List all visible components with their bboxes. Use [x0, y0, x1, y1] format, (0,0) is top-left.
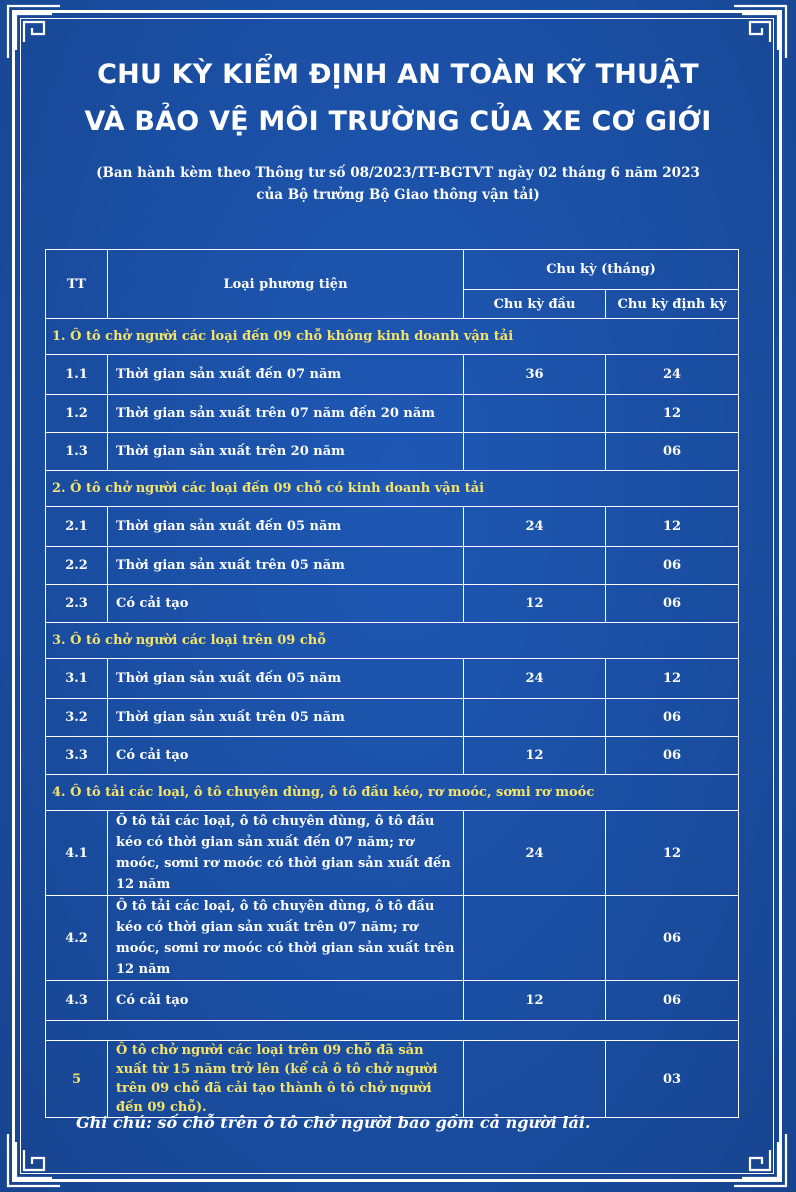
cell-tt: 5 — [46, 1041, 108, 1118]
group-row — [46, 319, 739, 355]
subtitle-line1: (Ban hành kèm theo Thông tư số 08/2023/TT-BGTVT ngày 02 tháng 6 năm 2023 — [96, 165, 700, 181]
cell-first — [464, 1041, 606, 1118]
header-vehicle-type: Loại phương tiện — [108, 250, 464, 319]
cell-periodic: 06 — [606, 585, 739, 623]
cell-tt: 3.1 — [46, 659, 108, 699]
header-periodic-cycle: Chu kỳ định kỳ — [606, 290, 739, 319]
cell-type: Thời gian sản xuất đến 05 năm — [108, 507, 464, 547]
cell-periodic: 06 — [606, 547, 739, 585]
cell-tt: 4.2 — [46, 896, 108, 981]
cell-first — [464, 433, 606, 471]
cell-first — [464, 547, 606, 585]
cell-tt: 2.1 — [46, 507, 108, 547]
cell-first: 24 — [464, 811, 606, 896]
cell-first: 12 — [464, 737, 606, 775]
table-row — [46, 395, 739, 433]
cell-periodic: 06 — [606, 896, 739, 981]
cell-first: 12 — [464, 981, 606, 1021]
header-first-cycle: Chu kỳ đầu — [464, 290, 606, 319]
cell-first: 24 — [464, 507, 606, 547]
cell-first — [464, 395, 606, 433]
cell-periodic: 12 — [606, 395, 739, 433]
cell-type: Có cải tạo — [108, 737, 464, 775]
cell-type: Có cải tạo — [108, 585, 464, 623]
cell-type: Thời gian sản xuất trên 20 năm — [108, 433, 464, 471]
cell-first — [464, 699, 606, 737]
table-row — [46, 547, 739, 585]
cell-first: 24 — [464, 659, 606, 699]
page-title-line1: CHU KỲ KIỂM ĐỊNH AN TOÀN KỸ THUẬT — [97, 59, 699, 90]
group-row — [46, 623, 739, 659]
cell-type: Ô tô chở người các loại trên 09 chỗ đã sản xuất từ 15 năm trở lên (kể cả ô tô chở người trên 09 chỗ đã cải tạo thành ô tô chở người đến 09 chỗ). — [108, 1041, 464, 1118]
table-row — [46, 585, 739, 623]
table-row — [46, 433, 739, 471]
cell-first — [464, 896, 606, 981]
cell-type: Có cải tạo — [108, 981, 464, 1021]
table-row — [46, 737, 739, 775]
cell-tt: 2.2 — [46, 547, 108, 585]
cell-tt: 4.3 — [46, 981, 108, 1021]
cell-type: Thời gian sản xuất trên 05 năm — [108, 699, 464, 737]
cell-tt: 2.3 — [46, 585, 108, 623]
group-row — [46, 471, 739, 507]
cell-type: Thời gian sản xuất đến 05 năm — [108, 659, 464, 699]
cell-periodic: 06 — [606, 433, 739, 471]
cell-periodic: 06 — [606, 737, 739, 775]
group-row — [46, 775, 739, 811]
cell-tt: 3.3 — [46, 737, 108, 775]
table-row — [46, 355, 739, 395]
table-row — [46, 1041, 739, 1118]
table-row — [46, 507, 739, 547]
table-row — [46, 981, 739, 1021]
cell-periodic: 24 — [606, 355, 739, 395]
cell-tt: 1.3 — [46, 433, 108, 471]
header-tt: TT — [46, 250, 108, 319]
group-title: 4. Ô tô tải các loại, ô tô chuyên dùng, ô tô đầu kéo, rơ moóc, sơmi rơ moóc — [46, 775, 739, 811]
group-title: 3. Ô tô chở người các loại trên 09 chỗ — [46, 623, 739, 659]
table-row — [46, 699, 739, 737]
spacer-row — [46, 1021, 739, 1041]
inspection-cycle-table — [45, 249, 739, 1118]
cell-first: 12 — [464, 585, 606, 623]
cell-first: 36 — [464, 355, 606, 395]
cell-periodic: 12 — [606, 507, 739, 547]
header-row — [46, 250, 739, 290]
cell-periodic: 12 — [606, 659, 739, 699]
cell-periodic: 06 — [606, 981, 739, 1021]
cell-tt: 1.1 — [46, 355, 108, 395]
page-title-line2: VÀ BẢO VỆ MÔI TRƯỜNG CỦA XE CƠ GIỚI — [84, 106, 712, 137]
cell-type: Thời gian sản xuất trên 05 năm — [108, 547, 464, 585]
group-title: 2. Ô tô chở người các loại đến 09 chỗ có kinh doanh vận tải — [46, 471, 739, 507]
cell-type: Thời gian sản xuất đến 07 năm — [108, 355, 464, 395]
cell-tt: 1.2 — [46, 395, 108, 433]
corner-ornament-icon — [4, 1130, 64, 1190]
cell-tt: 4.1 — [46, 811, 108, 896]
cell-periodic: 12 — [606, 811, 739, 896]
cell-type: Ô tô tải các loại, ô tô chuyên dùng, ô tô đầu kéo có thời gian sản xuất trên 07 năm; rơ moóc, sơmi rơ moóc có thời gian sản xuất trên 12 năm — [108, 896, 464, 981]
cell-tt: 3.2 — [46, 699, 108, 737]
spacer-cell — [46, 1021, 739, 1041]
table-row — [46, 811, 739, 896]
group-title: 1. Ô tô chở người các loại đến 09 chỗ không kinh doanh vận tải — [46, 319, 739, 355]
cell-type: Ô tô tải các loại, ô tô chuyên dùng, ô tô đầu kéo có thời gian sản xuất đến 07 năm; rơ moóc, sơmi rơ moóc có thời gian sản xuất đến 12 năm — [108, 811, 464, 896]
cell-periodic: 03 — [606, 1041, 739, 1118]
cell-periodic: 06 — [606, 699, 739, 737]
corner-ornament-icon — [730, 1130, 790, 1190]
header-cycle: Chu kỳ (tháng) — [464, 250, 739, 290]
table-row — [46, 659, 739, 699]
table-row — [46, 896, 739, 981]
footnote: Ghi chú: số chỗ trên ô tô chở người bao gồm cả người lái. — [76, 1113, 591, 1132]
cell-type: Thời gian sản xuất trên 07 năm đến 20 năm — [108, 395, 464, 433]
subtitle-line2: của Bộ trưởng Bộ Giao thông vận tải) — [256, 187, 540, 203]
